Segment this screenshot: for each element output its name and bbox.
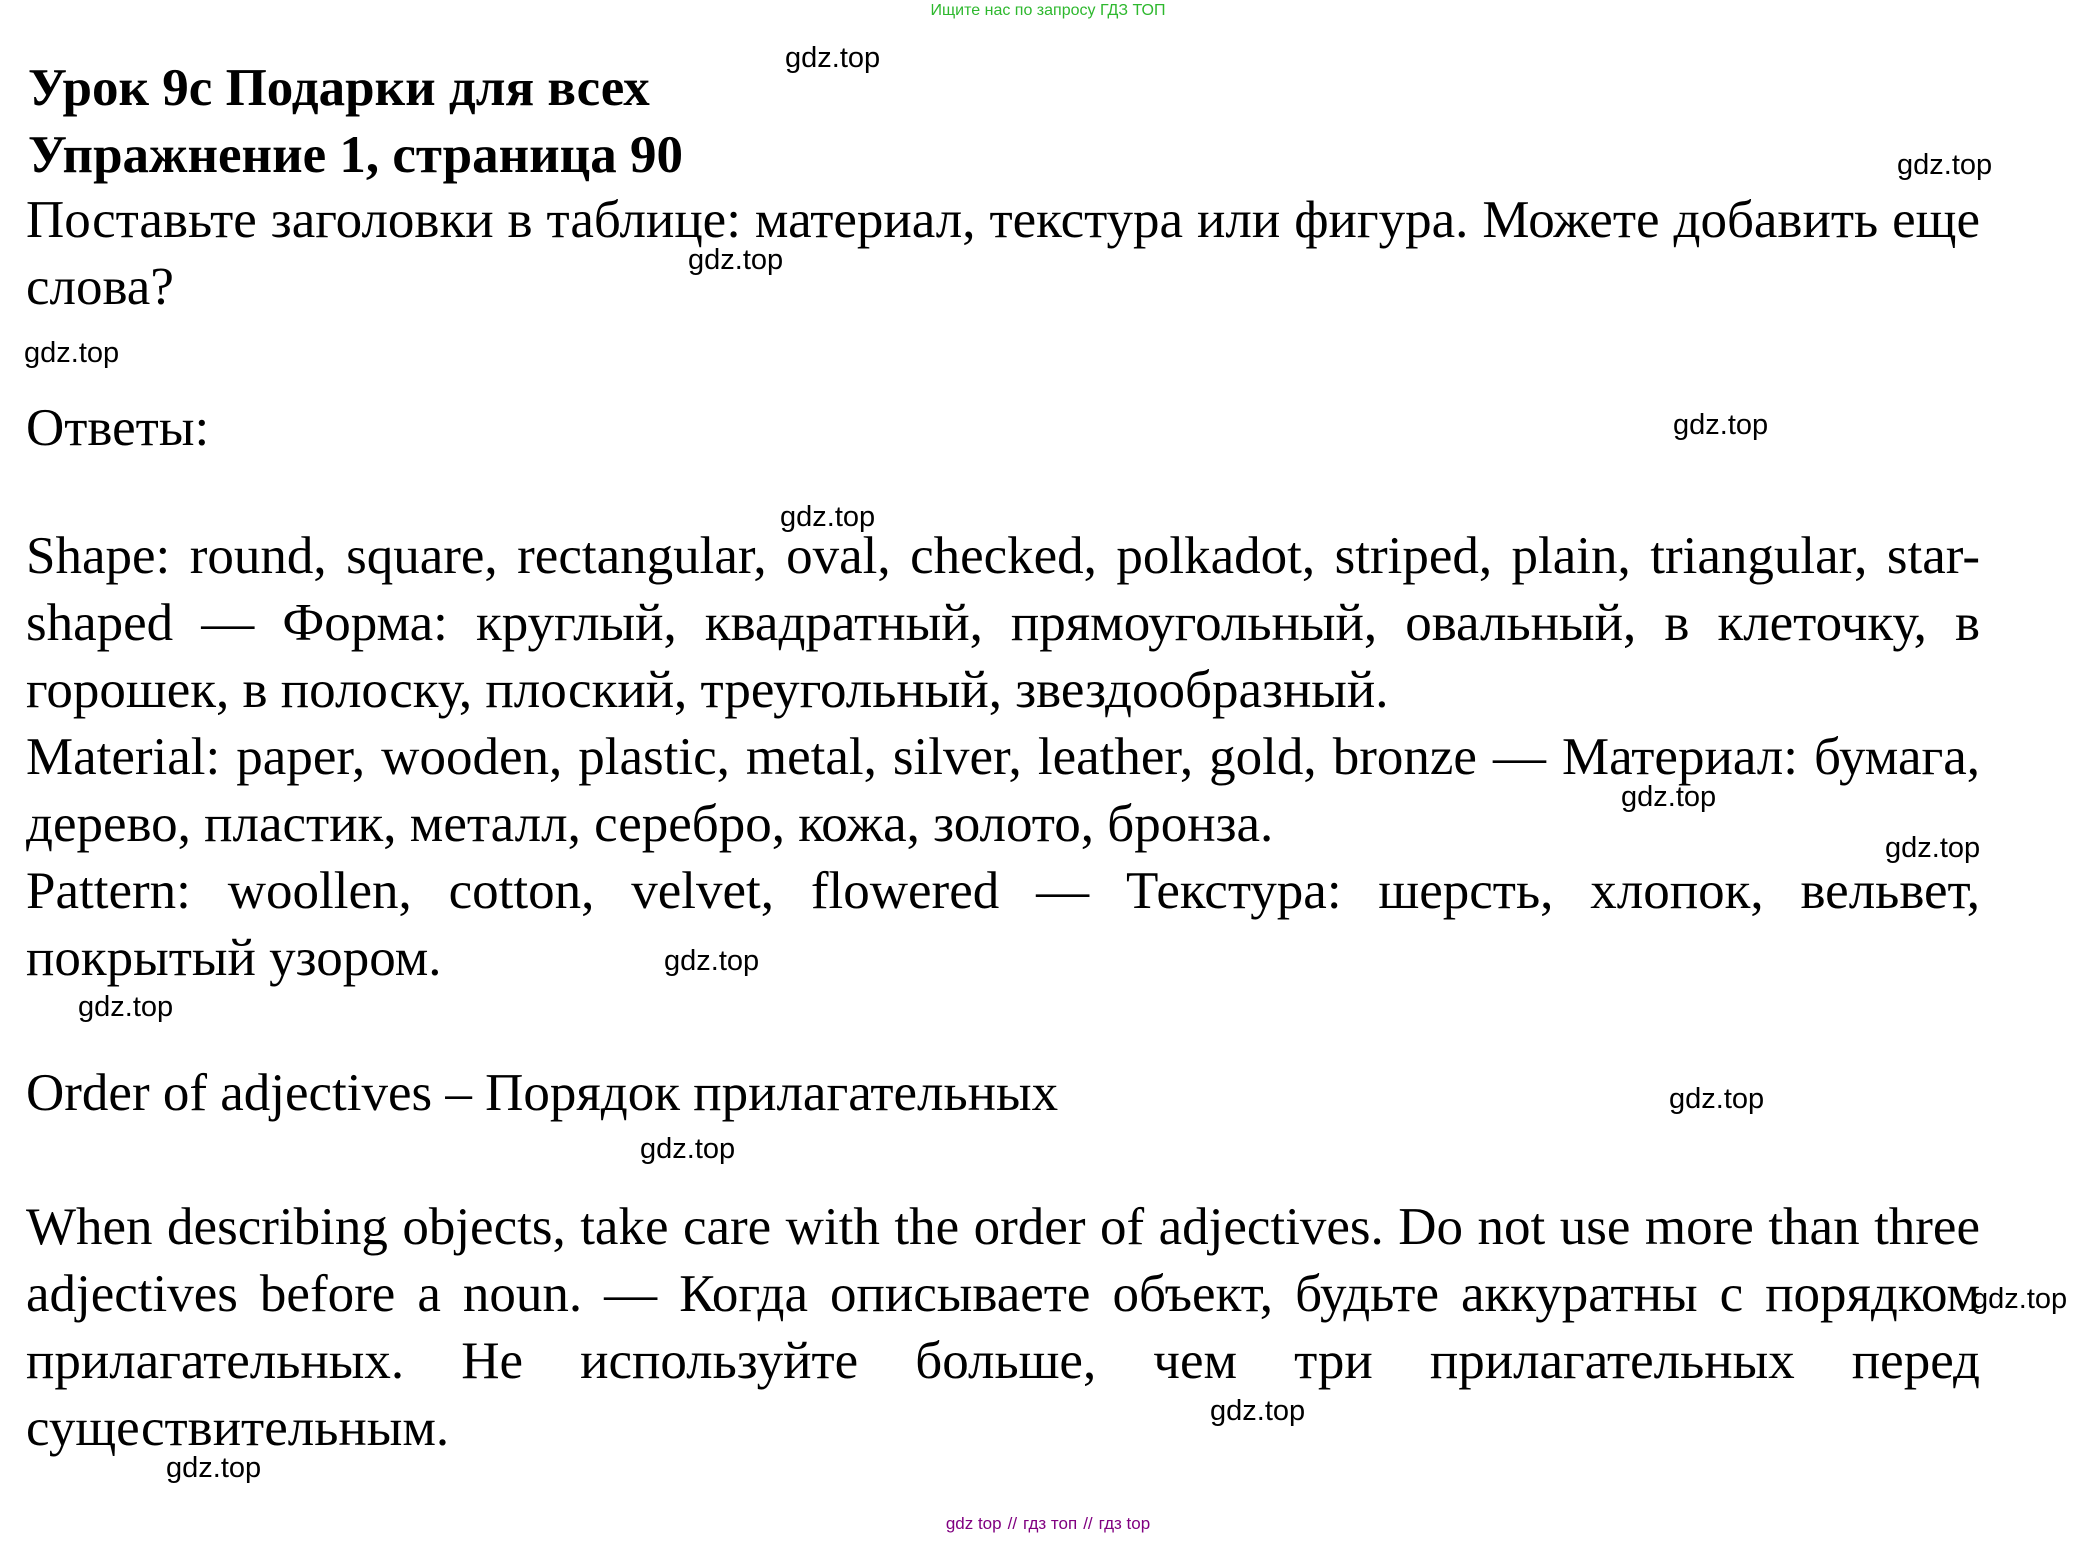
watermark: gdz.top (1621, 781, 1717, 813)
watermark: gdz.top (1669, 1083, 1765, 1115)
watermark: gdz.top (1897, 149, 1993, 181)
exercise-title: Упражнение 1, страница 90 (28, 126, 683, 184)
footer-links (0, 1514, 2096, 1534)
watermark: gdz.top (1885, 832, 1981, 864)
footer-link-gdz-top-ru[interactable]: гдз топ (1023, 1514, 1078, 1533)
watermark: gdz.top (640, 1133, 736, 1165)
answers-label: Ответы: (26, 399, 210, 457)
watermark: gdz.top (1673, 409, 1769, 441)
top-banner-link[interactable]: Ищите нас по запросу ГДЗ ТОП (930, 2, 1166, 19)
order-heading: Order of adjectives – Порядок прилагательных (26, 1064, 1059, 1122)
footer-link-gdz-top[interactable]: gdz top (945, 1514, 1002, 1533)
footer-separator: // (1007, 1514, 1018, 1533)
footer-separator: // (1083, 1514, 1093, 1533)
watermark: gdz.top (780, 501, 876, 533)
watermark: gdz.top (78, 991, 174, 1023)
pattern-paragraph: Pattern: woollen, cotton, velvet, flowered — Текстура: шерсть, хлопок, вельвет, покрытый узором. (26, 862, 1980, 987)
watermark: gdz.top (1972, 1283, 2068, 1315)
shape-paragraph: Shape: round, square, rectangular, oval, checked, polkadot, striped, plain, triangular, star-shaped — Форма: круглый, квадратный, прямоугольный, овальный, в клеточку, в горошек, в полоску, плоский, треугольный, звездообразный. (26, 527, 1980, 719)
watermark: gdz.top (1210, 1395, 1306, 1427)
watermark: gdz.top (664, 945, 760, 977)
watermark: gdz.top (785, 42, 881, 74)
task-text: Поставьте заголовки в таблице: материал, текстура или фигура. Можете добавить еще слова? (26, 191, 1980, 316)
order-paragraph: When describing objects, take care with the order of adjectives. Do not use more than three adjectives before a noun. — Когда описываете объект, будьте аккуратны с порядком прилагательных. Не используйте больше, чем три прилагательных перед существительным. (26, 1198, 1980, 1457)
footer-link-gdz-top-mixed[interactable]: гдз top (1098, 1514, 1151, 1533)
watermark: gdz.top (24, 337, 120, 369)
watermark: gdz.top (688, 244, 784, 276)
watermark: gdz.top (166, 1452, 262, 1484)
material-paragraph: Material: paper, wooden, plastic, metal, silver, leather, gold, bronze — Материал: бумага, дерево, пластик, металл, серебро, кожа, золото, бронза. (26, 728, 1980, 853)
lesson-title: Урок 9с Подарки для всех (28, 59, 650, 117)
